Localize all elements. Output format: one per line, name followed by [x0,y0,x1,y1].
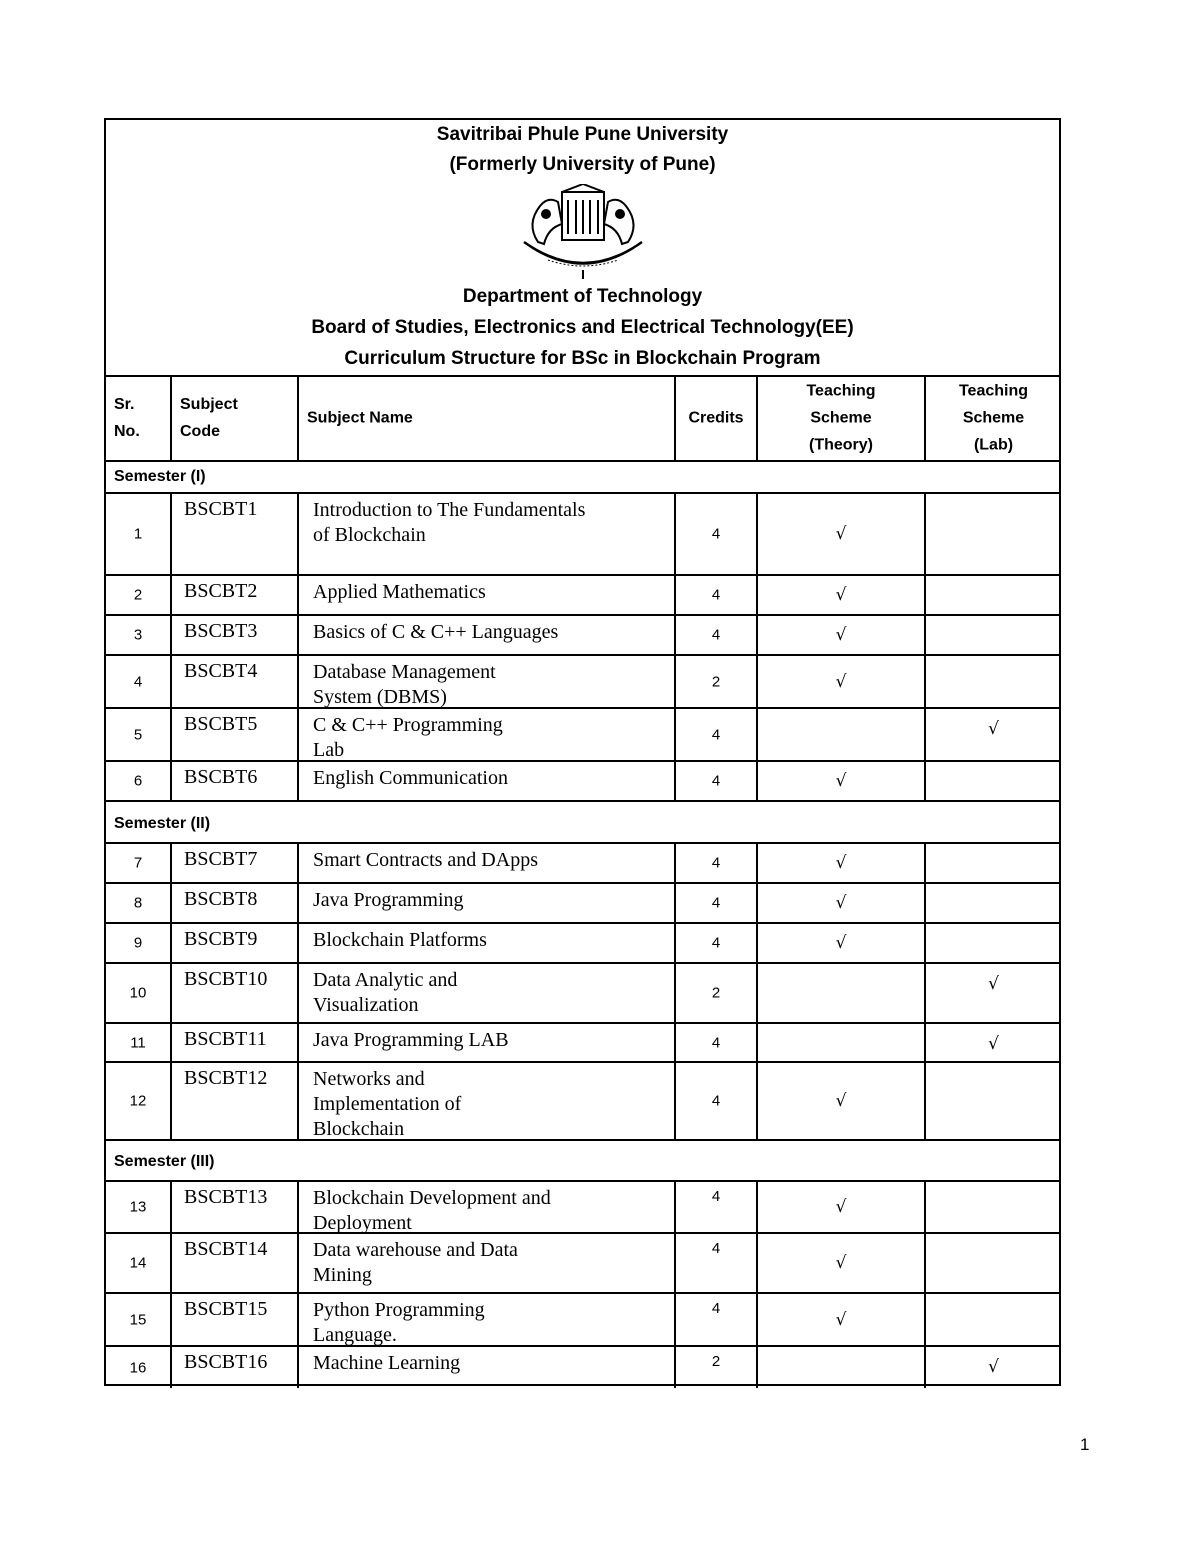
course-row [106,1234,1059,1294]
semester-row [106,1143,1059,1182]
university-seal-emblem [518,184,648,280]
column-header-subject-code: Subject Code [180,395,238,440]
course-name: Machine Learning [313,1352,461,1374]
semester-label: Semester (I) [114,468,206,485]
course-sr-no: 14 [129,1254,147,1272]
university-former-name: (Formerly University of Pune) [449,154,716,175]
course-code: BSCBT5 [184,713,258,735]
course-name: Smart Contracts and DApps [313,849,538,871]
course-row [106,1294,1059,1347]
course-row [106,1182,1059,1234]
course-name: C & C++ Programming Lab [313,714,503,761]
course-name: Python Programming Language. [313,1299,485,1346]
course-sr-no: 13 [129,1198,147,1216]
course-sr-no: 3 [133,626,143,644]
curriculum-table [104,118,1061,1386]
course-name: Applied Mathematics [313,581,486,603]
course-sr-no: 4 [133,673,143,690]
semester-label: Semester (III) [114,1152,215,1170]
column-header-row [106,375,1059,462]
column-header-credits: Credits [688,409,744,426]
course-credits: 2 [711,1353,721,1370]
course-name: Networks and Implementation of Blockchain [313,1068,462,1140]
course-code: BSCBT7 [184,848,258,870]
course-row [106,1063,1059,1141]
course-name: Data Analytic and Visualization [313,969,458,1016]
board-of-studies: Board of Studies, Electronics and Electrical Technology(EE) [311,317,854,338]
lab-check-mark: √ [988,1357,999,1377]
course-sr-no: 15 [129,1311,147,1328]
course-name: Introduction to The Fundamentals of Blockchain [313,499,586,546]
course-code: BSCBT14 [184,1238,268,1260]
course-name: Java Programming [313,889,464,911]
semester-label: Semester (II) [114,815,211,832]
theory-check-mark: √ [835,893,847,913]
department-name: Department of Technology [462,286,703,307]
theory-check-mark: √ [835,771,847,791]
column-header-subject-name: Subject Name [307,409,413,426]
course-sr-no: 2 [133,586,143,604]
course-code: BSCBT13 [184,1186,268,1208]
semester-row [106,806,1059,844]
course-code: BSCBT1 [184,498,258,520]
course-row [106,656,1059,709]
theory-check-mark: √ [835,1197,847,1217]
semester-row [106,462,1059,494]
course-credits: 2 [711,673,721,690]
course-sr-no: 10 [129,984,147,1002]
column-header-sr-no: Sr. No. [114,395,140,440]
course-credits: 4 [711,586,721,604]
course-name: Basics of C & C++ Languages [313,621,559,643]
theory-check-mark: √ [835,625,847,645]
course-row [106,762,1059,802]
course-row [106,964,1059,1024]
document-header [106,120,1059,377]
course-sr-no: 12 [129,1092,147,1110]
course-credits: 4 [711,1034,721,1051]
theory-check-mark: √ [835,853,847,873]
course-credits: 4 [711,525,721,543]
course-sr-no: 1 [133,525,143,543]
course-row [106,494,1059,576]
course-sr-no: 6 [133,772,143,790]
course-code: BSCBT16 [184,1351,268,1373]
course-credits: 4 [711,854,721,872]
course-sr-no: 8 [133,894,143,912]
lab-check-mark: √ [988,719,999,739]
theory-check-mark: √ [835,671,847,692]
course-credits: 2 [711,984,721,1002]
course-credits: 4 [711,1188,721,1205]
course-code: BSCBT10 [184,968,268,990]
course-name: Data warehouse and Data Mining [313,1239,518,1286]
course-name: Java Programming LAB [313,1029,509,1051]
course-row [106,1347,1059,1388]
column-header-teaching-lab: Teaching Scheme (Lab) [958,382,1029,453]
theory-check-mark: √ [835,1091,847,1111]
course-row [106,884,1059,924]
curriculum-title: Curriculum Structure for BSc in Blockchain Program [344,348,821,369]
course-code: BSCBT6 [184,766,258,788]
course-credits: 4 [711,626,721,644]
course-sr-no: 7 [133,854,143,872]
course-credits: 4 [711,726,721,743]
course-sr-no: 5 [133,726,143,743]
column-header-teaching-theory: Teaching Scheme (Theory) [806,382,876,453]
course-code: BSCBT12 [184,1067,268,1089]
lab-check-mark: √ [988,974,999,994]
course-credits: 4 [711,934,721,952]
course-row [106,616,1059,656]
course-row [106,576,1059,616]
course-sr-no: 11 [130,1034,146,1051]
course-credits: 4 [711,894,721,912]
course-name: Database Management System (DBMS) [313,661,496,708]
page-number: 1 [1080,1435,1090,1454]
lab-check-mark: √ [988,1034,999,1054]
course-name: Blockchain Development and Deployment [313,1187,551,1234]
course-credits: 4 [711,1240,721,1257]
course-row [106,924,1059,964]
university-name: Savitribai Phule Pune University [436,124,729,145]
course-code: BSCBT9 [184,928,258,950]
theory-check-mark: √ [835,933,847,953]
theory-check-mark: √ [835,1253,847,1273]
course-row [106,709,1059,762]
theory-check-mark: √ [835,585,847,605]
course-name: English Communication [313,767,508,789]
course-code: BSCBT11 [184,1028,267,1050]
course-credits: 4 [711,1300,721,1317]
course-name: Blockchain Platforms [313,929,487,951]
course-credits: 4 [711,772,721,790]
course-row [106,844,1059,884]
course-sr-no: 9 [133,934,143,952]
course-row [106,1024,1059,1063]
theory-check-mark: √ [835,524,847,544]
course-credits: 4 [711,1092,721,1110]
course-code: BSCBT4 [184,660,258,682]
theory-check-mark: √ [835,1309,847,1330]
course-code: BSCBT15 [184,1298,268,1320]
course-sr-no: 16 [129,1359,147,1376]
course-code: BSCBT3 [184,620,258,642]
course-code: BSCBT2 [184,580,258,602]
course-code: BSCBT8 [184,888,258,910]
